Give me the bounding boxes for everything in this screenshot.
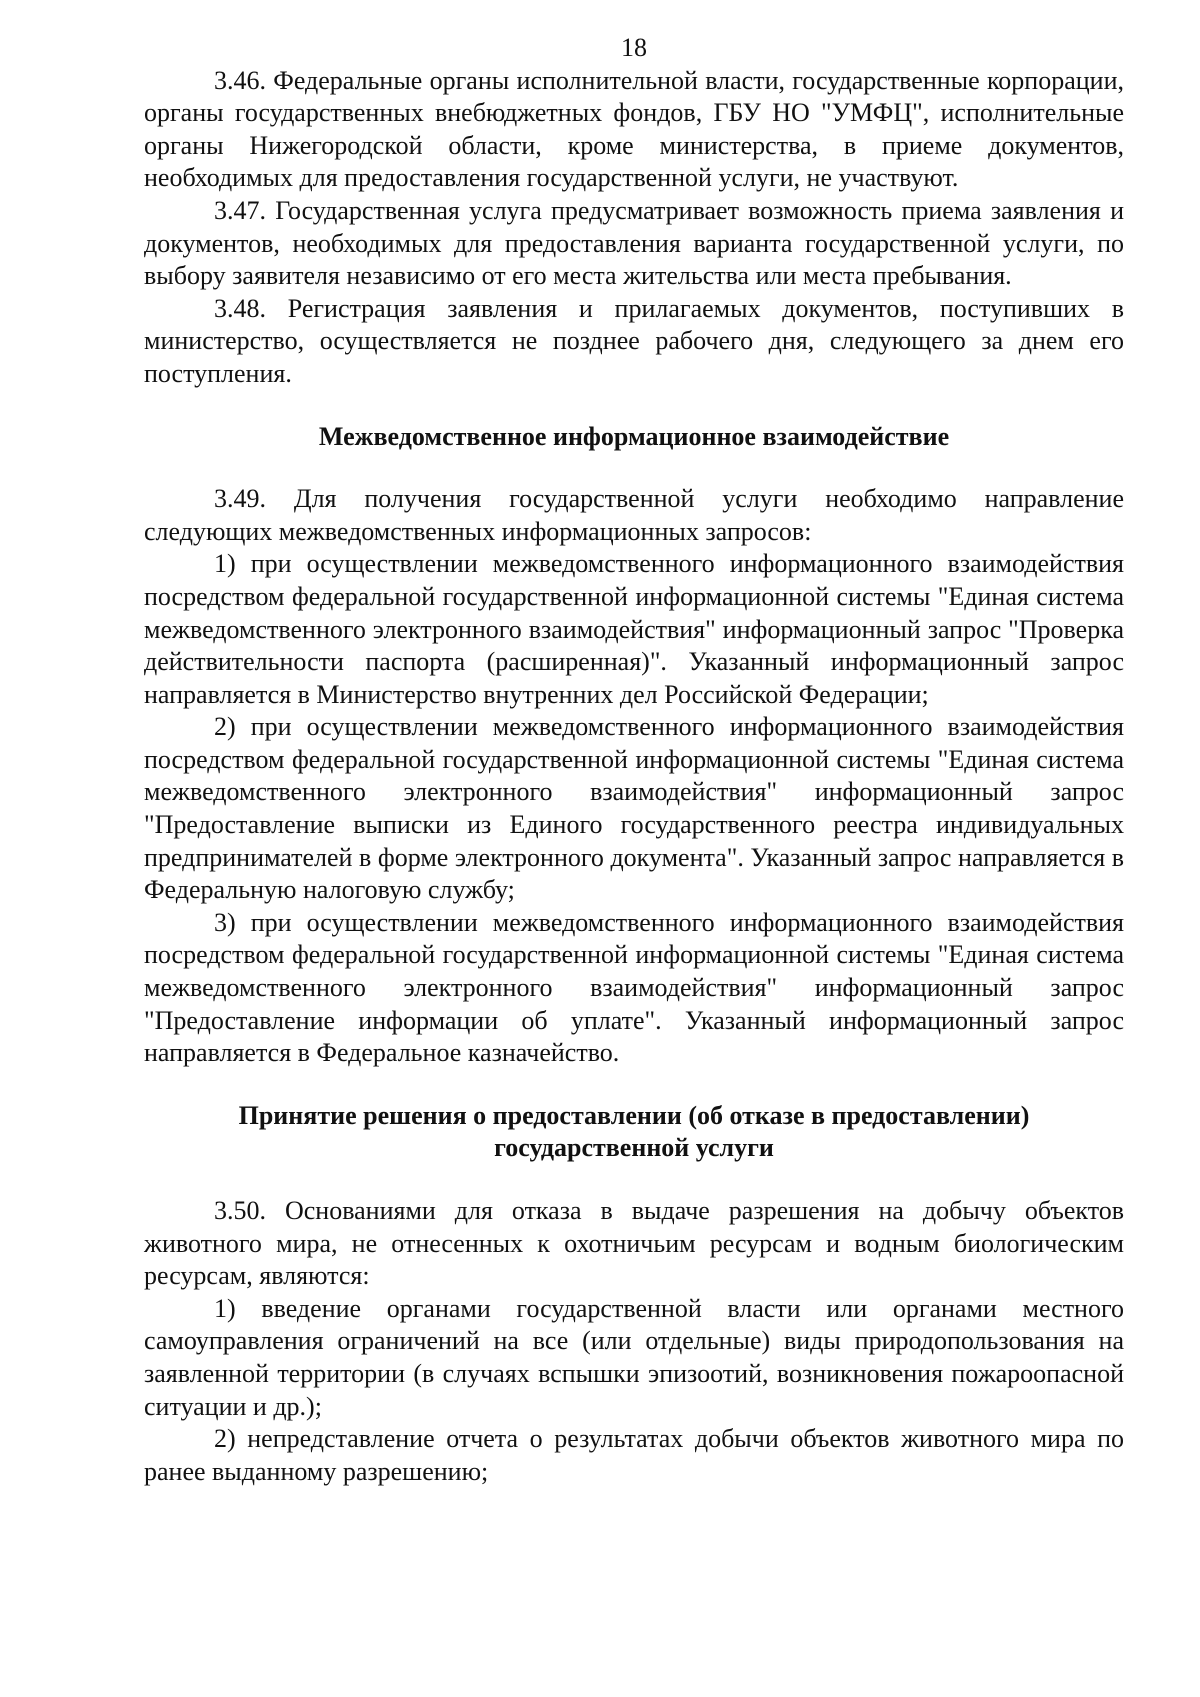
list-item-3-payment-info: 3) при осуществлении межведомственного информационного взаимодействия посредством федеральной государственной информационной системы "Единая система межведомственного электронного взаимодействия" информационный запрос "Предоставление информации об уплате". Указанный информационный запрос направляется в Федеральное казначейство. [144,907,1124,1068]
heading-interagency-interaction-text: Межведомственное информационное взаимодействие [318,421,950,451]
section-interagency [144,483,1124,1070]
paragraph-3-49: 3.49. Для получения государственной услуги необходимо направление следующих межведомственных информационных запросов: [144,484,1124,546]
section-reception [144,65,1124,391]
heading-decision [144,1100,1124,1165]
refusal-ground-1: 1) введение органами государственной власти или органами местного самоуправления ограничений на все (или отдельные) виды природопользования на заявленной территории (в случаях вспышки эпизоотий, возникновения пожароопасной ситуации и др.); [144,1293,1124,1421]
paragraph-3-50: 3.50. Основаниями для отказа в выдаче разрешения на добычу объектов животного мира, не отнесенных к охотничьим ресурсам и водным биологическим ресурсам, являются: [144,1196,1124,1291]
heading-decision-line1: Принятие решения о предоставлении (об отказе в предоставлении) [238,1100,1030,1130]
list-item-2-egrip-extract: 2) при осуществлении межведомственного информационного взаимодействия посредством федеральной государственной информационной системы "Единая система межведомственного электронного взаимодействия" информационный запрос "Предоставление выписки из Единого государственного реестра индивидуальных предпринимателей в форме электронного документа". Указанный запрос направляется в Федеральную налоговую службу; [144,712,1124,905]
refusal-ground-2: 2) непредставление отчета о результатах добычи объектов животного мира по ранее выданному разрешению; [144,1424,1124,1486]
page-number: 18 [621,33,647,62]
paragraph-3-46: 3.46. Федеральные органы исполнительной власти, государственные корпорации, органы государственных внебюджетных фондов, ГБУ НО "УМФЦ", исполнительные органы Нижегородской области, кроме министерства, в приеме документов, необходимых для предоставления государственной услуги, не участвуют. [144,65,1124,193]
paragraph-3-47: 3.47. Государственная услуга предусматривает возможность приема заявления и документов, необходимых для предоставления варианта государственной услуги, по выбору заявителя независимо от его места жительства или места пребывания. [144,195,1124,291]
heading-interagency-interaction [144,421,1124,454]
paragraph-3-48: 3.48. Регистрация заявления и прилагаемых документов, поступивших в министерство, осуществляется не позднее рабочего дня, следующего за днем его поступления. [144,293,1124,388]
section-decision [144,1195,1124,1488]
list-item-1-passport-check: 1) при осуществлении межведомственного информационного взаимодействия посредством федеральной государственной информационной системы "Единая система межведомственного электронного взаимодействия" информационный запрос "Проверка действительности паспорта (расширенная)". Указанный информационный запрос направляется в Министерство внутренних дел Российской Федерации; [144,549,1124,709]
heading-decision-line2: государственной услуги [494,1133,774,1163]
